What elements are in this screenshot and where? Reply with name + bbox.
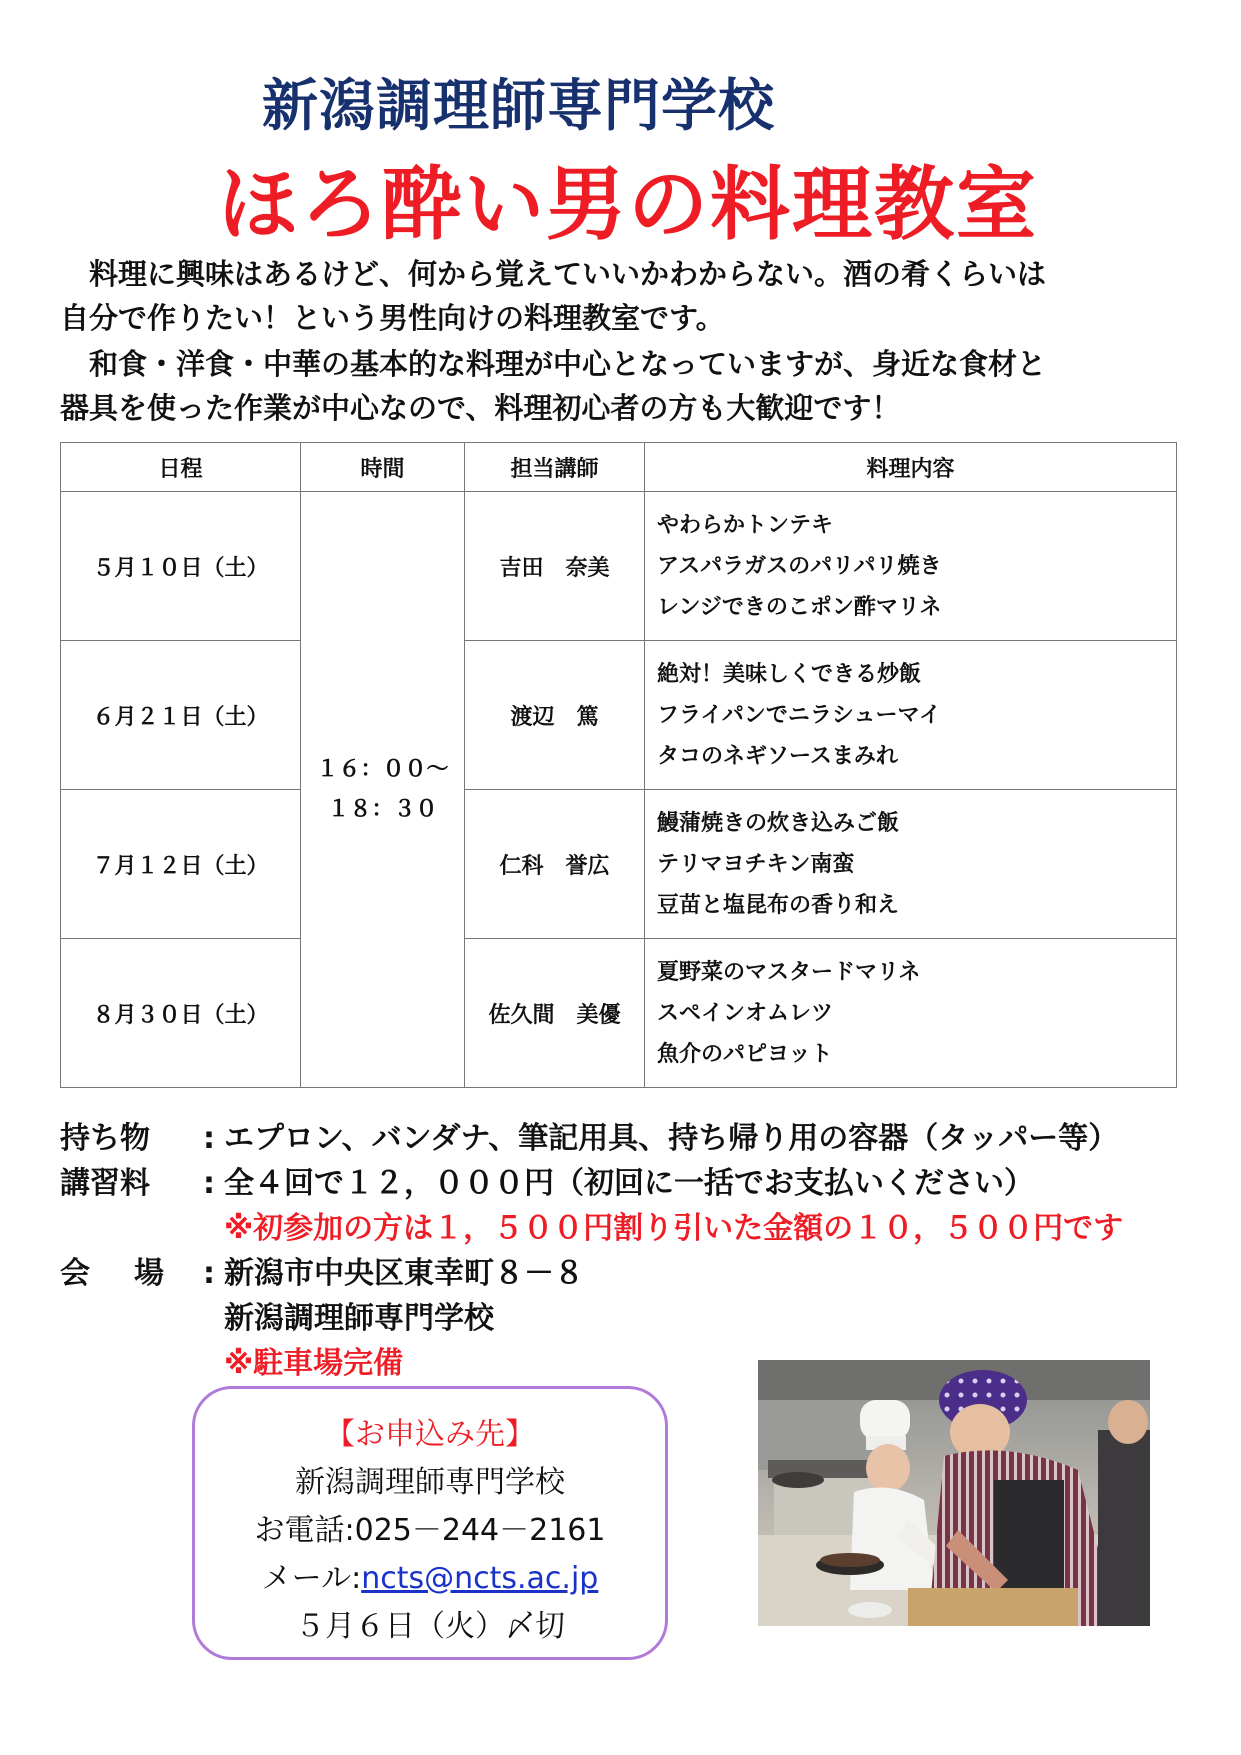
venue-label-char: 会 <box>60 1256 90 1291</box>
session-date: ８月３０日（土） <box>61 939 301 1088</box>
dish-item: 豆苗と塩昆布の香り和え <box>657 892 900 918</box>
session-dishes <box>645 641 1177 790</box>
parking-note: ※駐車場完備 <box>224 1346 404 1381</box>
intro-line: 和食・洋食・中華の基本的な料理が中心となっていますが、身近な食材と <box>60 347 1047 381</box>
dish-item: レンジできのこポン酢マリネ <box>657 594 942 620</box>
dish-item: スペインオムレツ <box>657 1000 834 1026</box>
email-label: メール: <box>261 1561 362 1596</box>
venue-address: 新潟市中央区東幸町８－８ <box>224 1256 584 1291</box>
colon: : <box>203 1121 215 1156</box>
dish-item: やわらかトンテキ <box>657 512 834 538</box>
class-title: ほろ酔い男の料理教室 <box>218 158 1038 251</box>
schedule-table <box>60 442 1177 1088</box>
venue-label <box>60 1253 194 1295</box>
dish-item: テリマヨチキン南蛮 <box>657 851 855 877</box>
fee-label-text: 講習料 <box>60 1166 150 1201</box>
table-header-row <box>61 443 1177 492</box>
items-label-text: 持ち物 <box>60 1121 150 1156</box>
header-dishes: 料理内容 <box>645 443 1177 492</box>
venue-row <box>60 1253 1200 1298</box>
session-date: ６月２１日（土） <box>61 641 301 790</box>
fee-value: 全４回で１２，０００円（初回に一括でお支払いください） <box>224 1166 1034 1201</box>
session-time <box>301 492 465 1088</box>
contact-name: 新潟調理師専門学校 <box>295 1465 565 1500</box>
colon: : <box>203 1256 215 1291</box>
fee-row <box>60 1163 1200 1208</box>
venue-label-char: 場 <box>134 1256 164 1291</box>
venue-name-row <box>60 1298 1200 1343</box>
dish-item: 絶対！美味しくできる炒飯 <box>657 661 922 687</box>
intro-line: 料理に興味はあるけど、何から覚えていいかわからない。酒の肴くらいは <box>60 257 1047 291</box>
session-dishes <box>645 939 1177 1088</box>
table-row <box>61 492 1177 641</box>
dish-item: アスパラガスのパリパリ焼き <box>657 553 942 579</box>
intro-paragraph-2 <box>60 342 1190 430</box>
table-row <box>61 790 1177 939</box>
intro-line: 器具を使った作業が中心なので、料理初心者の方も大歓迎です！ <box>60 391 901 425</box>
dish-item: 魚介のパピヨット <box>657 1041 833 1067</box>
email-link[interactable]: ncts@ncts.ac.jp <box>361 1561 599 1596</box>
dish-item: タコのネギソースまみれ <box>657 743 898 769</box>
items-value: エプロン、バンダナ、筆記用具、持ち帰り用の容器（タッパー等） <box>224 1121 1119 1156</box>
colon: : <box>203 1166 215 1201</box>
deadline: ５月６日（火）〆切 <box>295 1609 565 1644</box>
session-teacher: 渡辺 篤 <box>465 641 645 790</box>
fee-note-row <box>60 1208 1200 1253</box>
items-row <box>60 1118 1200 1163</box>
intro-paragraph-1 <box>60 252 1190 340</box>
photo-illustration <box>758 1360 1150 1626</box>
session-date: ７月１２日（土） <box>61 790 301 939</box>
session-teacher: 仁科 誉広 <box>465 790 645 939</box>
items-label <box>60 1118 194 1160</box>
session-date: ５月１０日（土） <box>61 492 301 641</box>
contact-phone: お電話:025－244－2161 <box>254 1513 606 1548</box>
table-row <box>61 939 1177 1088</box>
contact-box <box>192 1386 668 1660</box>
school-name: 新潟調理師専門学校 <box>262 74 775 139</box>
cooking-class-photo <box>758 1360 1150 1626</box>
dish-item: フライパンでニラシューマイ <box>657 702 942 728</box>
session-dishes <box>645 492 1177 641</box>
time-start: １６：００～ <box>316 756 449 782</box>
dish-item: 夏野菜のマスタードマリネ <box>657 959 921 985</box>
event-info <box>60 1118 1200 1388</box>
venue-name: 新潟調理師専門学校 <box>224 1301 494 1336</box>
session-teacher: 佐久間 美優 <box>465 939 645 1088</box>
header-teacher: 担当講師 <box>465 443 645 492</box>
session-teacher: 吉田 奈美 <box>465 492 645 641</box>
table-row <box>61 641 1177 790</box>
dish-item: 鰻蒲焼きの炊き込みご飯 <box>657 810 900 836</box>
header-date: 日程 <box>61 443 301 492</box>
session-dishes <box>645 790 1177 939</box>
header-time: 時間 <box>301 443 465 492</box>
contact-heading: 【お申込み先】 <box>325 1417 535 1452</box>
intro-line: 自分で作りたい！という男性向けの料理教室です。 <box>60 301 725 335</box>
fee-label <box>60 1163 194 1205</box>
fee-note: ※初参加の方は１，５００円割り引いた金額の１０，５００円です <box>224 1211 1124 1246</box>
time-end: １８：３０ <box>327 796 438 822</box>
contact-email-line <box>195 1555 665 1603</box>
intro-text <box>60 252 1190 450</box>
